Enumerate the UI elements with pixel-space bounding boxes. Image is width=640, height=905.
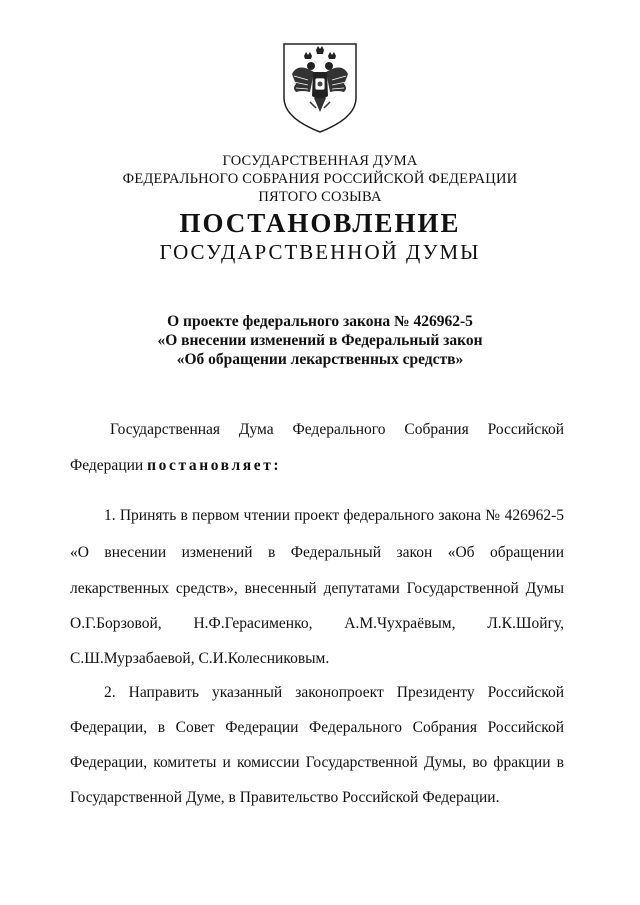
document-subject	[0, 312, 640, 369]
item2-line-4: Государственной Думе, в Правительство Российской Федерации.	[70, 789, 500, 806]
document-issuer-title: ГОСУДАРСТВЕННОЙ ДУМЫ	[159, 240, 481, 264]
org-line-3: ПЯТОГО СОЗЫВА	[258, 189, 382, 205]
item2-line-3: Федерации, комитеты и комиссии Государственной Думы, во фракции в	[70, 754, 564, 771]
item2-line-2: Федерации, в Совет Федерации Федерального Собрания Российской	[70, 719, 564, 736]
item1-line-1: 1. Принять в первом чтении проект федерального закона № 426962-5	[104, 507, 564, 524]
subject-line-2: «О внесении изменений в Федеральный закон	[157, 332, 483, 349]
preamble-line-1: Государственная Дума Федерального Собрания Российской	[110, 421, 564, 438]
preamble-line-2	[70, 457, 564, 475]
item1-line-5: С.Ш.Мурзабаевой, С.И.Колесниковым.	[70, 650, 330, 667]
decree-word: постановляет:	[147, 457, 282, 474]
org-line-2: ФЕДЕРАЛЬНОГО СОБРАНИЯ РОССИЙСКОЙ ФЕДЕРАЦИИ	[122, 171, 518, 187]
subject-line-1: О проекте федерального закона № 426962-5	[167, 313, 473, 330]
item1-line-3: лекарственных средств», внесенный депутатами Государственной Думы	[70, 580, 564, 597]
state-emblem-icon	[280, 40, 360, 134]
item2-line-1: 2. Направить указанный законопроект Президенту Российской	[104, 684, 564, 701]
subject-line-3: «Об обращении лекарственных средств»	[176, 351, 464, 368]
document-type-title: ПОСТАНОВЛЕНИЕ	[179, 208, 461, 238]
item1-line-2: «О внесении изменений в Федеральный закон «Об обращении	[70, 544, 564, 561]
preamble-line-2-start: Федерации	[70, 457, 144, 474]
org-line-1: ГОСУДАРСТВЕННАЯ ДУМА	[222, 153, 418, 169]
item1-line-4: О.Г.Борзовой, Н.Ф.Герасименко, А.М.Чухраёвым, Л.К.Шойгу,	[70, 615, 564, 632]
issuing-authority	[0, 152, 640, 206]
